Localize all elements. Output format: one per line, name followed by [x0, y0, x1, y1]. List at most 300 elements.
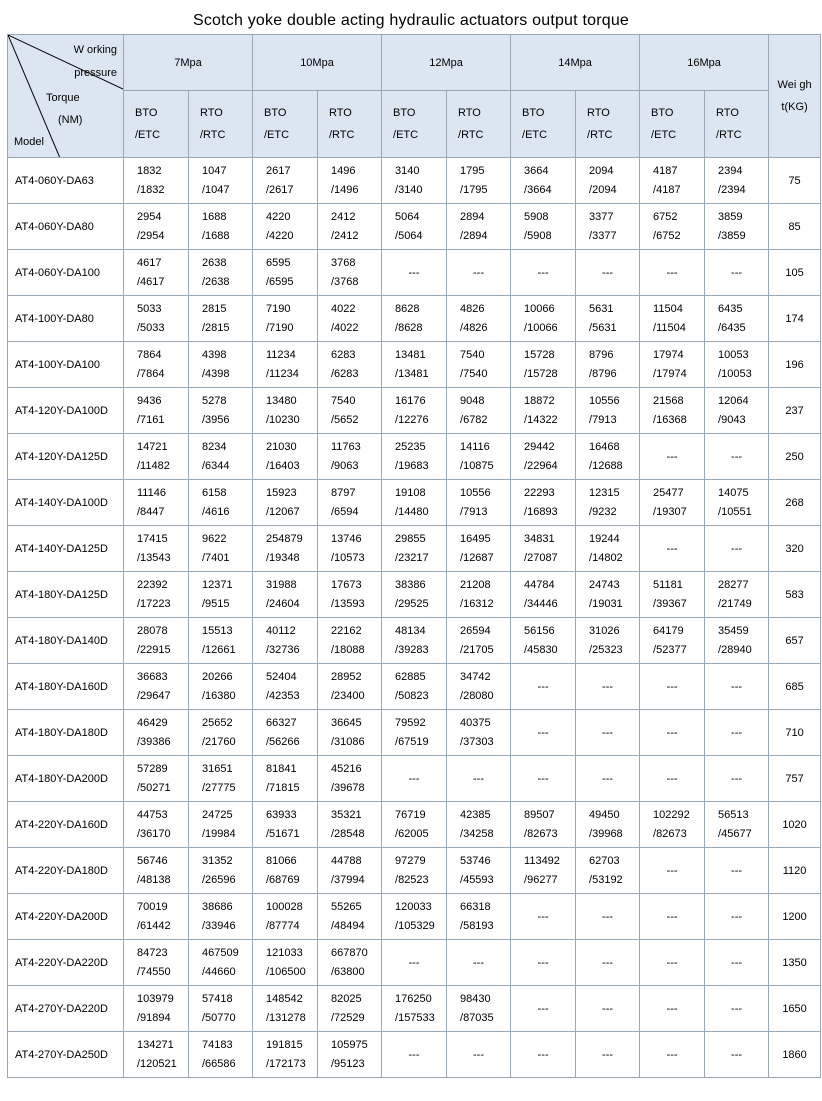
torque-start-value: 9048 [460, 394, 485, 407]
torque-cell [189, 204, 253, 250]
rto-label: RTO [716, 107, 739, 119]
torque-start-value: 102292 [653, 808, 690, 821]
table-row [8, 388, 821, 434]
torque-start-value: 5631 [589, 302, 614, 315]
weight-header-line-2: t(KG) [781, 101, 808, 113]
torque-cell-empty: --- [705, 894, 769, 940]
weight-header-line-1: Wei gh [777, 79, 812, 91]
torque-start-value: 10066 [524, 302, 555, 315]
torque-start-value: 8628 [395, 302, 420, 315]
torque-end-value: /27775 [202, 781, 236, 794]
torque-start-value: 1832 [137, 164, 162, 177]
model-cell: AT4-270Y-DA250D [8, 1032, 124, 1078]
table-row [8, 756, 821, 802]
model-cell: AT4-220Y-DA200D [8, 894, 124, 940]
torque-cell [318, 710, 382, 756]
torque-start-value: 51181 [653, 578, 683, 591]
torque-start-value: 4022 [331, 302, 356, 315]
torque-cell [189, 342, 253, 388]
torque-start-value: 28078 [137, 624, 168, 637]
torque-end-value: /9063 [331, 459, 359, 472]
torque-cell [189, 756, 253, 802]
torque-end-value: /1496 [331, 183, 359, 196]
torque-start-value: 1496 [331, 164, 356, 177]
torque-cell [511, 618, 576, 664]
torque-end-value: /21760 [202, 735, 236, 748]
torque-cell-empty: --- [447, 940, 511, 986]
torque-start-value: 66318 [460, 900, 491, 913]
torque-end-value: /82523 [395, 873, 429, 886]
torque-cell [124, 940, 189, 986]
torque-end-value: /21705 [460, 643, 494, 656]
torque-cell-empty: --- [705, 434, 769, 480]
torque-start-value: 44753 [137, 808, 168, 821]
model-cell: AT4-140Y-DA125D [8, 526, 124, 572]
torque-cell [382, 296, 447, 342]
torque-start-value: 63933 [266, 808, 297, 821]
torque-end-value: /68769 [266, 873, 300, 886]
torque-cell [318, 526, 382, 572]
torque-start-value: 14721 [137, 440, 168, 453]
torque-start-value: 9436 [137, 394, 162, 407]
torque-cell-empty: --- [511, 664, 576, 710]
torque-cell [382, 618, 447, 664]
torque-end-value: /82673 [524, 827, 558, 840]
torque-end-value: /87035 [460, 1011, 494, 1024]
torque-end-value: /32736 [266, 643, 300, 656]
torque-start-value: 2815 [202, 302, 227, 315]
torque-cell-empty: --- [576, 250, 640, 296]
torque-start-value: 13480 [266, 394, 297, 407]
torque-end-value: /72529 [331, 1011, 365, 1024]
torque-cell-empty: --- [640, 894, 705, 940]
torque-end-value: /2894 [460, 229, 488, 242]
model-cell: AT4-180Y-DA140D [8, 618, 124, 664]
torque-cell [253, 204, 318, 250]
torque-cell [447, 572, 511, 618]
torque-start-value: 40112 [266, 624, 296, 637]
torque-start-value: 34831 [524, 532, 555, 545]
torque-cell [189, 1032, 253, 1078]
torque-cell [511, 848, 576, 894]
torque-end-value: /5064 [395, 229, 423, 242]
table-row [8, 710, 821, 756]
torque-start-value: 1047 [202, 164, 227, 177]
weight-cell: 85 [769, 204, 821, 250]
torque-cell-empty: --- [511, 986, 576, 1032]
torque-cell [253, 434, 318, 480]
torque-start-value: 25652 [202, 716, 233, 729]
torque-start-value: 34742 [460, 670, 491, 683]
torque-cell [705, 296, 769, 342]
torque-cell [124, 204, 189, 250]
torque-start-value: 16468 [589, 440, 620, 453]
torque-cell [124, 710, 189, 756]
torque-start-value: 2954 [137, 210, 162, 223]
weight-cell: 583 [769, 572, 821, 618]
torque-cell [189, 158, 253, 204]
torque-end-value: /16893 [524, 505, 558, 518]
torque-end-value: /28548 [331, 827, 365, 840]
torque-end-value: /5908 [524, 229, 552, 242]
torque-start-value: 31352 [202, 854, 233, 867]
etc-label: /ETC [651, 129, 677, 141]
torque-cell [382, 480, 447, 526]
model-cell: AT4-100Y-DA100 [8, 342, 124, 388]
torque-start-value: 40375 [460, 716, 491, 729]
torque-cell [189, 940, 253, 986]
torque-end-value: /8447 [137, 505, 165, 518]
torque-end-value: /56266 [266, 735, 300, 748]
rtc-label: /RTC [200, 129, 226, 141]
etc-label: /ETC [264, 129, 290, 141]
torque-end-value: /22915 [137, 643, 171, 656]
table-row [8, 1032, 821, 1078]
torque-start-value: 12371 [202, 578, 233, 591]
torque-cell-empty: --- [511, 894, 576, 940]
torque-start-value: 29442 [524, 440, 555, 453]
torque-start-value: 1795 [460, 164, 485, 177]
torque-start-value: 11504 [653, 302, 683, 315]
torque-end-value: /105329 [395, 919, 435, 932]
torque-cell [253, 986, 318, 1032]
torque-end-value: /6435 [718, 321, 746, 334]
table-row [8, 434, 821, 480]
weight-cell: 174 [769, 296, 821, 342]
torque-cell [318, 618, 382, 664]
torque-cell [253, 894, 318, 940]
torque-start-value: 82025 [331, 992, 362, 1005]
torque-end-value: /39678 [331, 781, 365, 794]
torque-end-value: /10066 [524, 321, 558, 334]
torque-cell [576, 848, 640, 894]
torque-end-value: /6752 [653, 229, 681, 242]
torque-end-value: /6283 [331, 367, 359, 380]
torque-end-value: /2394 [718, 183, 746, 196]
model-cell: AT4-100Y-DA80 [8, 296, 124, 342]
torque-start-value: 100028 [266, 900, 303, 913]
torque-end-value: /18088 [331, 643, 365, 656]
torque-end-value: /157533 [395, 1011, 435, 1024]
torque-end-value: /2638 [202, 275, 230, 288]
torque-start-value: 22392 [137, 578, 168, 591]
torque-end-value: /28940 [718, 643, 752, 656]
torque-cell [447, 342, 511, 388]
torque-start-value: 28952 [331, 670, 362, 683]
torque-end-value: /1688 [202, 229, 230, 242]
torque-start-value: 176250 [395, 992, 432, 1005]
torque-start-value: 13481 [395, 348, 426, 361]
torque-end-value: /37994 [331, 873, 365, 886]
torque-cell [318, 250, 382, 296]
torque-cell [382, 664, 447, 710]
pressure-header-16: 16Mpa [640, 35, 769, 91]
torque-end-value: /1832 [137, 183, 165, 196]
model-cell: AT4-060Y-DA100 [8, 250, 124, 296]
torque-start-value: 3664 [524, 164, 549, 177]
torque-end-value: /27087 [524, 551, 558, 564]
torque-end-value: /44660 [202, 965, 236, 978]
torque-cell [124, 250, 189, 296]
torque-start-value: 6752 [653, 210, 678, 223]
torque-end-value: /2954 [137, 229, 165, 242]
weight-cell: 1200 [769, 894, 821, 940]
torque-start-value: 254879 [266, 532, 303, 545]
torque-cell [576, 480, 640, 526]
torque-cell [253, 388, 318, 434]
torque-end-value: /48138 [137, 873, 171, 886]
torque-cell [318, 158, 382, 204]
torque-start-value: 10053 [718, 348, 749, 361]
torque-start-value: 4187 [653, 164, 678, 177]
torque-start-value: 2638 [202, 256, 227, 269]
torque-cell [318, 986, 382, 1032]
torque-end-value: /24604 [266, 597, 300, 610]
model-label: Model [14, 136, 44, 148]
model-cell: AT4-220Y-DA220D [8, 940, 124, 986]
torque-cell-empty: --- [511, 756, 576, 802]
torque-start-value: 2412 [331, 210, 356, 223]
torque-cell-empty: --- [640, 756, 705, 802]
torque-start-value: 18872 [524, 394, 555, 407]
torque-cell-empty: --- [640, 986, 705, 1032]
torque-cell [124, 158, 189, 204]
torque-start-value: 467509 [202, 946, 239, 959]
torque-cell [253, 710, 318, 756]
torque-start-value: 6158 [202, 486, 227, 499]
torque-start-value: 11234 [266, 348, 296, 361]
torque-start-value: 7864 [137, 348, 162, 361]
torque-end-value: /23400 [331, 689, 365, 702]
table-row [8, 572, 821, 618]
torque-end-value: /74550 [137, 965, 171, 978]
rtc-label: /RTC [329, 129, 355, 141]
torque-start-value: 24725 [202, 808, 233, 821]
torque-end-value: /91894 [137, 1011, 171, 1024]
torque-start-value: 89507 [524, 808, 555, 821]
torque-cell-empty: --- [705, 710, 769, 756]
torque-start-value: 2094 [589, 164, 614, 177]
torque-start-value: 14116 [460, 440, 490, 453]
torque-end-value: /45830 [524, 643, 558, 656]
torque-start-value: 42385 [460, 808, 491, 821]
torque-cell [318, 848, 382, 894]
torque-end-value: /16312 [460, 597, 494, 610]
table-row [8, 526, 821, 572]
torque-start-value: 36645 [331, 716, 362, 729]
working-pressure-label: W orking [73, 44, 117, 56]
torque-start-value: 10556 [460, 486, 491, 499]
torque-cell-empty: --- [382, 940, 447, 986]
torque-cell-empty: --- [640, 1032, 705, 1078]
torque-end-value: /2815 [202, 321, 230, 334]
torque-start-value: 57289 [137, 762, 168, 775]
torque-end-value: /45593 [460, 873, 494, 886]
torque-end-value: /16403 [266, 459, 300, 472]
torque-start-value: 191815 [266, 1038, 303, 1051]
torque-end-value: /1047 [202, 183, 230, 196]
weight-cell: 75 [769, 158, 821, 204]
rto-subheader [318, 91, 382, 158]
torque-start-value: 6435 [718, 302, 743, 315]
torque-end-value: /12661 [202, 643, 236, 656]
torque-end-value: /12687 [460, 551, 494, 564]
table-row [8, 250, 821, 296]
torque-cell [253, 342, 318, 388]
torque-end-value: /52377 [653, 643, 687, 656]
torque-end-value: /14322 [524, 413, 558, 426]
torque-cell [124, 342, 189, 388]
torque-cell [124, 986, 189, 1032]
torque-cell [189, 986, 253, 1032]
corner-header [8, 35, 124, 158]
torque-start-value: 2394 [718, 164, 743, 177]
torque-cell [189, 572, 253, 618]
torque-cell [382, 204, 447, 250]
table-row [8, 940, 821, 986]
torque-cell-empty: --- [447, 1032, 511, 1078]
torque-cell [253, 480, 318, 526]
torque-cell [511, 480, 576, 526]
torque-cell [189, 848, 253, 894]
torque-end-value: /2094 [589, 183, 617, 196]
torque-end-value: /63800 [331, 965, 365, 978]
torque-end-value: /10053 [718, 367, 752, 380]
torque-cell [576, 434, 640, 480]
model-cell: AT4-060Y-DA80 [8, 204, 124, 250]
torque-start-value: 8797 [331, 486, 356, 499]
weight-cell: 1650 [769, 986, 821, 1032]
torque-cell-empty: --- [511, 940, 576, 986]
torque-end-value: /11234 [266, 367, 299, 380]
model-cell: AT4-180Y-DA160D [8, 664, 124, 710]
torque-end-value: /16380 [202, 689, 236, 702]
torque-cell-empty: --- [576, 1032, 640, 1078]
torque-cell [511, 342, 576, 388]
torque-cell-empty: --- [382, 1032, 447, 1078]
torque-cell [705, 572, 769, 618]
torque-end-value: /11482 [137, 459, 170, 472]
torque-end-value: /2412 [331, 229, 359, 242]
torque-start-value: 19244 [589, 532, 620, 545]
torque-cell [124, 802, 189, 848]
weight-cell: 268 [769, 480, 821, 526]
torque-start-value: 17415 [137, 532, 168, 545]
torque-cell [189, 710, 253, 756]
torque-end-value: /7540 [460, 367, 488, 380]
weight-header [769, 35, 821, 158]
bto-label: BTO [264, 107, 287, 119]
torque-end-value: /13593 [331, 597, 365, 610]
torque-end-value: /5033 [137, 321, 165, 334]
torque-cell-empty: --- [640, 526, 705, 572]
torque-start-value: 52404 [266, 670, 297, 683]
torque-cell [640, 342, 705, 388]
torque-start-value: 667870 [331, 946, 368, 959]
torque-start-value: 38386 [395, 578, 426, 591]
torque-cell [447, 388, 511, 434]
torque-start-value: 16176 [395, 394, 426, 407]
model-cell: AT4-140Y-DA100D [8, 480, 124, 526]
torque-start-value: 56156 [524, 624, 555, 637]
torque-end-value: /31086 [331, 735, 365, 748]
etc-label: /ETC [522, 129, 548, 141]
torque-cell-empty: --- [705, 848, 769, 894]
torque-start-value: 3377 [589, 210, 614, 223]
torque-cell [382, 710, 447, 756]
torque-start-value: 134271 [137, 1038, 174, 1051]
rtc-label: /RTC [458, 129, 484, 141]
torque-start-value: 17974 [653, 348, 684, 361]
weight-cell: 1020 [769, 802, 821, 848]
torque-start-value: 10556 [589, 394, 620, 407]
rto-subheader [576, 91, 640, 158]
torque-start-value: 16495 [460, 532, 491, 545]
torque-end-value: /17974 [653, 367, 687, 380]
torque-end-value: /4826 [460, 321, 488, 334]
torque-start-value: 5064 [395, 210, 420, 223]
torque-cell [447, 710, 511, 756]
torque-end-value: /58193 [460, 919, 494, 932]
torque-cell [124, 664, 189, 710]
torque-end-value: /3956 [202, 413, 230, 426]
torque-start-value: 48134 [395, 624, 426, 637]
torque-cell [705, 342, 769, 388]
torque-start-value: 21568 [653, 394, 684, 407]
torque-start-value: 56513 [718, 808, 749, 821]
torque-start-value: 35321 [331, 808, 362, 821]
torque-cell [253, 572, 318, 618]
torque-end-value: /39283 [395, 643, 429, 656]
torque-start-value: 5908 [524, 210, 549, 223]
torque-end-value: /7913 [589, 413, 617, 426]
torque-end-value: /19031 [589, 597, 623, 610]
torque-start-value: 62703 [589, 854, 620, 867]
torque-cell-empty: --- [447, 756, 511, 802]
bto-label: BTO [522, 107, 545, 119]
torque-cell [511, 158, 576, 204]
torque-end-value: /9515 [202, 597, 230, 610]
torque-cell [705, 158, 769, 204]
bto-subheader [253, 91, 318, 158]
torque-end-value: /96277 [524, 873, 558, 886]
torque-end-value: /67519 [395, 735, 429, 748]
torque-start-value: 35459 [718, 624, 749, 637]
torque-cell [124, 1032, 189, 1078]
torque-cell [576, 388, 640, 434]
torque-cell [189, 434, 253, 480]
bto-subheader [640, 91, 705, 158]
torque-start-value: 148542 [266, 992, 303, 1005]
torque-start-value: 66327 [266, 716, 297, 729]
weight-cell: 1120 [769, 848, 821, 894]
weight-cell: 250 [769, 434, 821, 480]
torque-cell [576, 802, 640, 848]
torque-cell [382, 802, 447, 848]
weight-cell: 710 [769, 710, 821, 756]
torque-cell-empty: --- [382, 250, 447, 296]
torque-start-value: 31026 [589, 624, 620, 637]
torque-cell [511, 296, 576, 342]
torque-end-value: /21749 [718, 597, 752, 610]
torque-end-value: /4398 [202, 367, 230, 380]
torque-cell [705, 204, 769, 250]
torque-start-value: 113492 [524, 854, 560, 867]
torque-end-value: /42353 [266, 689, 300, 702]
torque-start-value: 22293 [524, 486, 555, 499]
torque-end-value: /48494 [331, 919, 365, 932]
torque-cell-empty: --- [511, 250, 576, 296]
